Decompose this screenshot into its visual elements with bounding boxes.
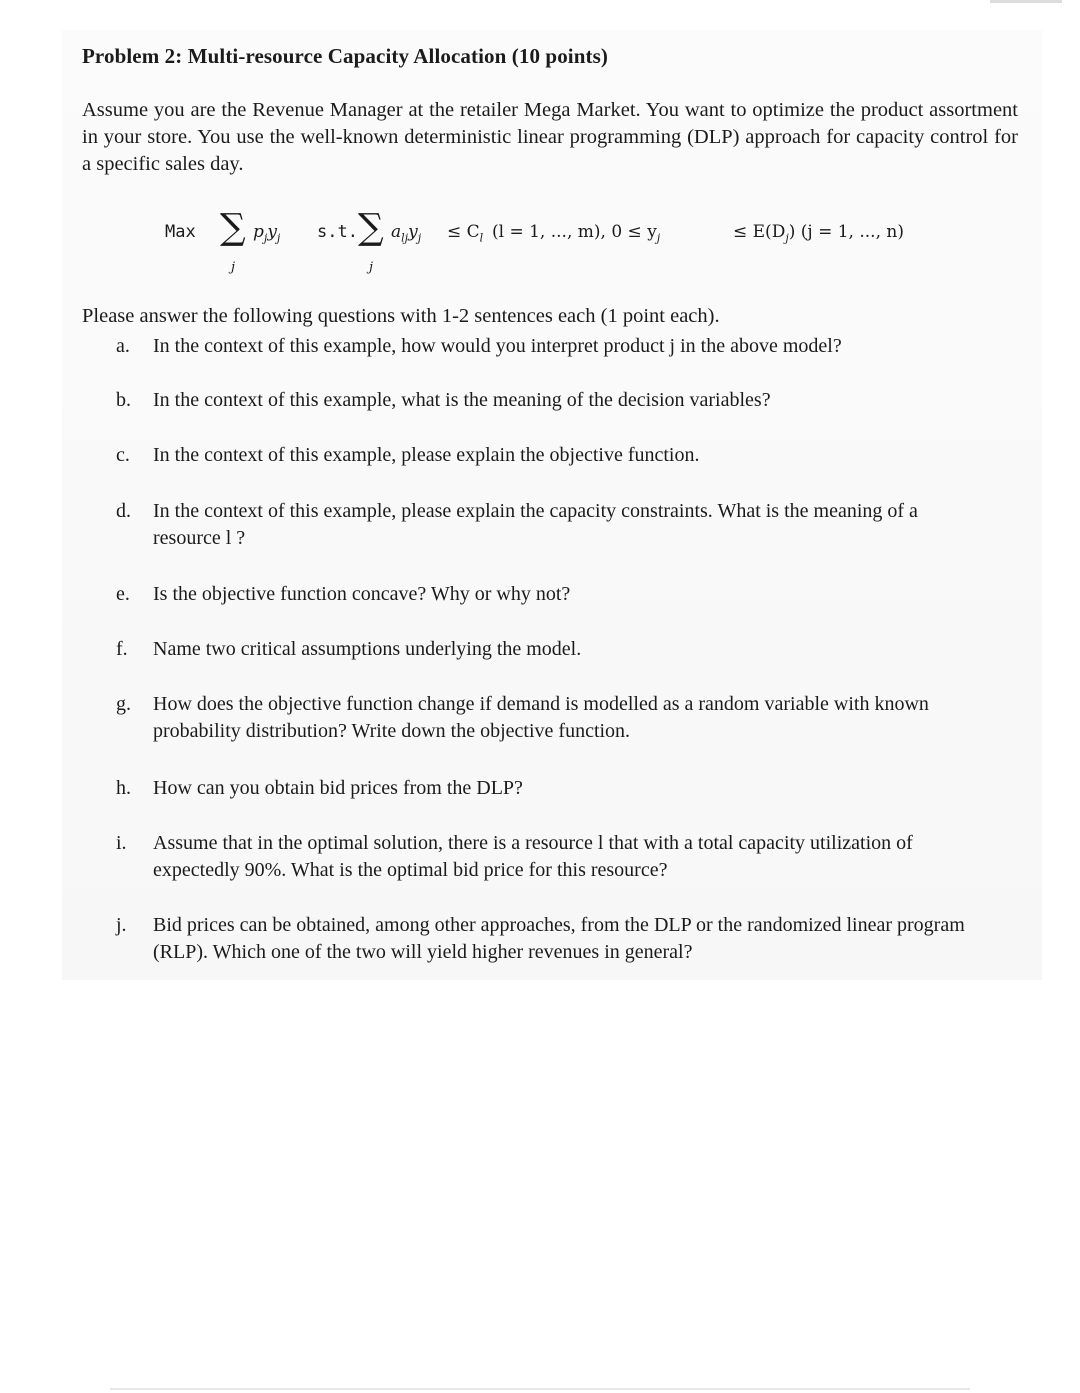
question-letter: a.	[116, 335, 130, 357]
question-text: How does the objective function change if demand is modelled as a random variable with known probability distribution? Write down the objective function.	[153, 693, 929, 742]
question-text: In the context of this example, how would you interpret product j in the above model?	[153, 335, 842, 357]
question-text: Name two critical assumptions underlying the model.	[153, 638, 582, 660]
page-bottom-edge	[110, 1388, 970, 1390]
instructions: Please answer the following questions with 1-2 sentences each (1 point each).	[82, 305, 720, 327]
question-letter: i.	[116, 832, 127, 854]
formula-max: Max	[165, 222, 196, 242]
formula-range-l: (l = 1, ..., m), $0 \le y_j$	[492, 222, 661, 245]
question-letter: d.	[116, 500, 131, 522]
question-text: Bid prices can be obtained, among other approaches, from the DLP or the randomized linear program (RLP). Which one of the two will yield higher revenues in general?	[153, 914, 965, 963]
formula-sum-1-index: j	[231, 260, 236, 275]
formula-objective: $p_jy_j$	[253, 222, 281, 245]
formula-sum-2-index: j	[369, 260, 374, 275]
question-letter: j.	[116, 914, 127, 936]
question-letter: e.	[116, 583, 130, 605]
problem-title: Problem 2: Multi-resource Capacity Allocation (10 points)	[82, 44, 608, 68]
formula-sum-2: ∑	[358, 207, 384, 248]
formula-capacity: ≤ $C_l$	[447, 222, 484, 245]
question-letter: c.	[116, 444, 130, 466]
question-text: In the context of this example, what is the meaning of the decision variables?	[153, 389, 771, 411]
formula-sum-1: ∑	[220, 207, 246, 248]
question-text: Is the objective function concave? Why or why not?	[153, 583, 571, 605]
formula-st: s.t.	[317, 222, 358, 242]
formula-demand: ≤ $E(D_j) (j = 1$, ..., n)	[733, 222, 904, 245]
question-letter: g.	[116, 693, 131, 715]
question-text: Assume that in the optimal solution, there is a resource l that with a total capacity utilization of expectedly 90%. What is the optimal bid price for this resource?	[153, 832, 913, 881]
question-text: In the context of this example, please explain the capacity constraints. What is the meaning of a resource l ?	[153, 500, 918, 549]
question-letter: f.	[116, 638, 128, 660]
scan-edge-mark	[990, 0, 1062, 3]
formula-constraint: $a_{lj}y_j$	[391, 222, 422, 245]
question-letter: b.	[116, 389, 131, 411]
dlp-formula	[165, 207, 965, 290]
intro-paragraph: Assume you are the Revenue Manager at the retailer Mega Market. You want to optimize the product assortment in your store. You use the well-known deterministic linear programming (DLP) approach for capacity control for a specific sales day.	[82, 99, 1018, 175]
question-text: How can you obtain bid prices from the DLP?	[153, 777, 523, 799]
question-text: In the context of this example, please explain the objective function.	[153, 444, 700, 466]
question-letter: h.	[116, 777, 131, 799]
